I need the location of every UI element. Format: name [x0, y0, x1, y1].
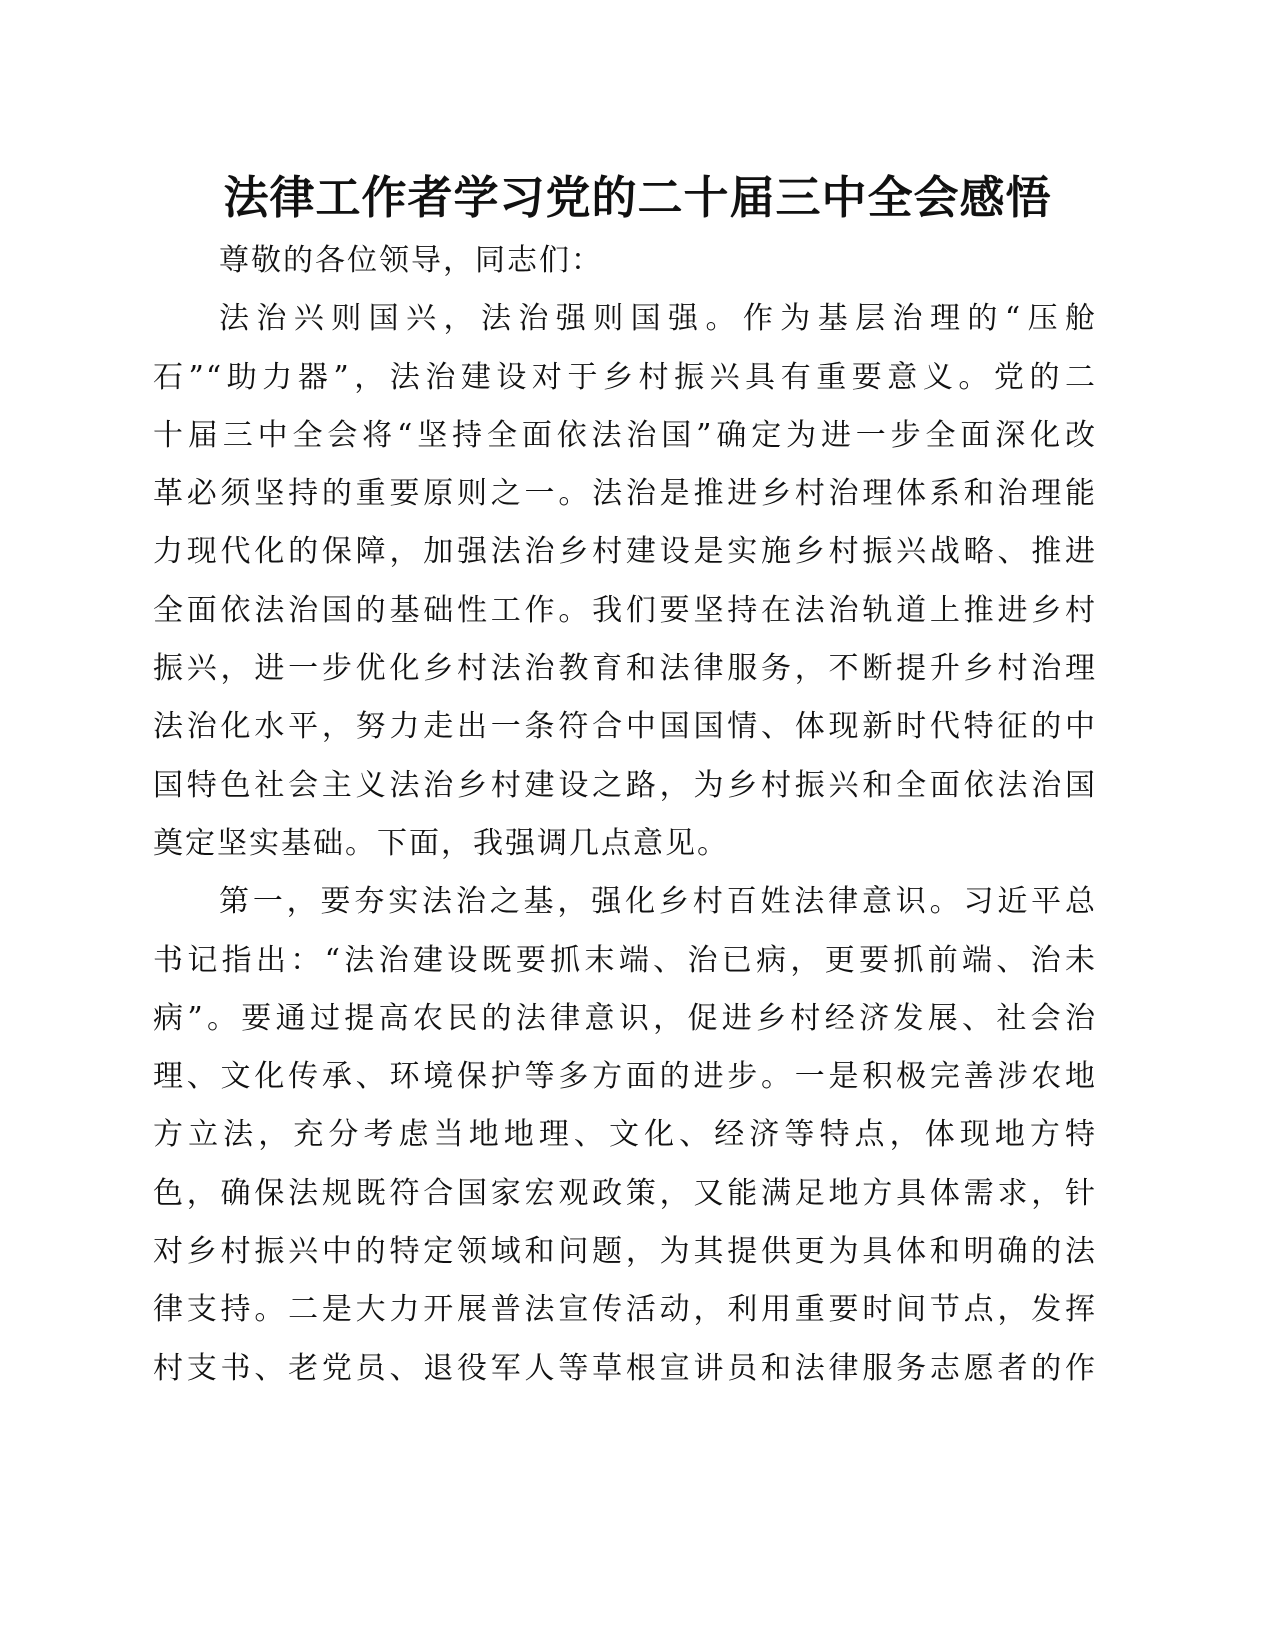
paragraph-line: 律支持。二是大力开展普法宣传活动，利用重要时间节点，发挥 [153, 1292, 1097, 1328]
paragraph-line: 对乡村振兴中的特定领域和问题，为其提供更为具体和明确的法 [153, 1234, 1097, 1270]
paragraph-line: 第一，要夯实法治之基，强化乡村百姓法律意识。习近平总 [219, 884, 1097, 920]
salutation-line: 尊敬的各位领导，同志们： [219, 243, 603, 278]
paragraph-line: 石”“助力器”，法治建设对于乡村振兴具有重要意义。党的二 [153, 359, 1097, 395]
paragraph-line: 国特色社会主义法治乡村建设之路，为乡村振兴和全面依法治国 [153, 767, 1097, 803]
paragraph-line: 革必须坚持的重要原则之一。法治是推进乡村治理体系和治理能 [153, 476, 1097, 512]
paragraph-line: 法治兴则国兴，法治强则国强。作为基层治理的“压舱 [219, 301, 1097, 337]
paragraph-line: 方立法，充分考虑当地地理、文化、经济等特点，体现地方特 [153, 1117, 1097, 1153]
paragraph-line: 全面依法治国的基础性工作。我们要坚持在法治轨道上推进乡村 [153, 592, 1097, 628]
paragraph-line: 奠定坚实基础。下面，我强调几点意见。 [153, 825, 729, 861]
paragraph-line: 色，确保法规既符合国家宏观政策，又能满足地方具体需求，针 [153, 1175, 1097, 1211]
paragraph-line: 病”。要通过提高农民的法律意识，促进乡村经济发展、社会治 [153, 1000, 1097, 1036]
document-title: 法律工作者学习党的二十届三中全会感悟 [223, 171, 1052, 224]
paragraph-line: 法治化水平，努力走出一条符合中国国情、体现新时代特征的中 [153, 709, 1097, 745]
paragraph-line: 理、文化传承、环境保护等多方面的进步。一是积极完善涉农地 [153, 1059, 1097, 1095]
paragraph-line: 十届三中全会将“坚持全面依法治国”确定为进一步全面深化改 [153, 417, 1097, 453]
paragraph-line: 村支书、老党员、退役军人等草根宣讲员和法律服务志愿者的作 [153, 1350, 1097, 1386]
paragraph-line: 力现代化的保障，加强法治乡村建设是实施乡村振兴战略、推进 [153, 534, 1097, 570]
document-body [153, 232, 1097, 1398]
paragraph-line: 振兴，进一步优化乡村法治教育和法律服务，不断提升乡村治理 [153, 651, 1097, 687]
paragraph-line: 书记指出：“法治建设既要抓末端、治已病，更要抓前端、治未 [153, 942, 1097, 978]
